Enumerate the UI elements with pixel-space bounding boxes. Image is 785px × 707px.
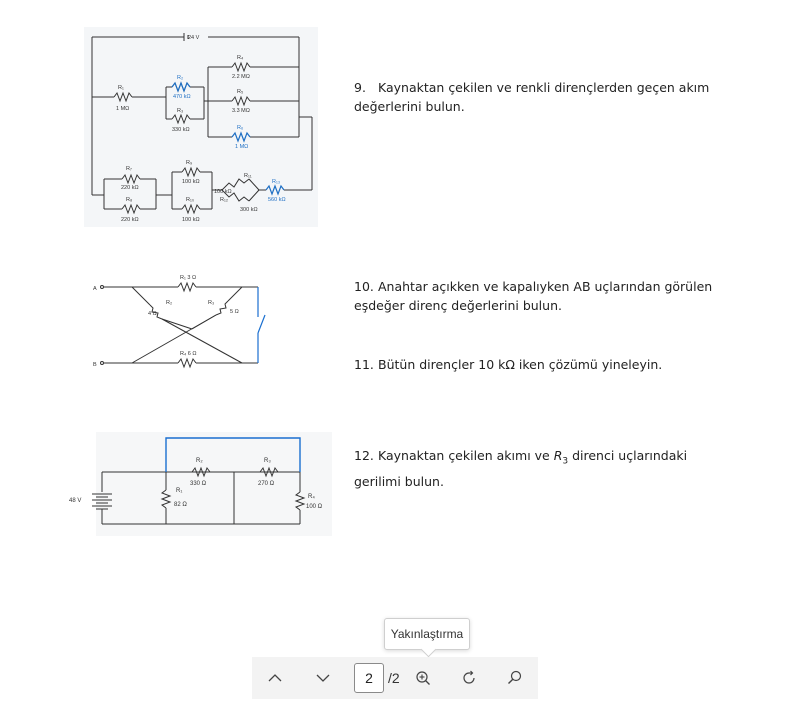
rotate-icon bbox=[460, 669, 478, 687]
r11-label: R₁₁ bbox=[244, 173, 252, 179]
question-text: Anahtar açıkken ve kapalıyken AB uçlarından görülen eşdeğer direnç değerlerini bulun. bbox=[354, 279, 713, 313]
rotate-button[interactable] bbox=[452, 661, 486, 695]
r13-label: R₁₃ bbox=[272, 179, 281, 185]
r9-label: R₉ bbox=[186, 160, 193, 166]
search-button[interactable] bbox=[498, 661, 532, 695]
r1-value: 1 MΩ bbox=[116, 106, 130, 112]
question-12 bbox=[354, 446, 714, 491]
question-9 bbox=[354, 78, 714, 116]
chevron-down-icon bbox=[314, 669, 332, 687]
r3-value: 270 Ω bbox=[258, 481, 275, 487]
r12-label: R₁₂ bbox=[220, 197, 228, 203]
r8-value: 220 kΩ bbox=[121, 217, 139, 223]
r4-label: R₄ bbox=[237, 55, 244, 61]
r10-value: 100 kΩ bbox=[182, 217, 200, 223]
question-number: 9. bbox=[354, 80, 366, 95]
r5-label: R₅ bbox=[237, 89, 244, 95]
question-11 bbox=[354, 355, 714, 374]
r2-value: 470 kΩ bbox=[173, 94, 191, 100]
r6-label: R₆ bbox=[237, 125, 244, 131]
r3-value: 5 Ω bbox=[230, 309, 239, 315]
r3-label: R₃ bbox=[264, 458, 271, 464]
r8-label: R₈ bbox=[126, 197, 133, 203]
r2-label: R₂ bbox=[196, 458, 203, 464]
circuit-figure-3 bbox=[68, 432, 332, 536]
r1-label: R₁ bbox=[118, 85, 124, 91]
r7-label: R₇ bbox=[126, 166, 132, 172]
question-number: 11. bbox=[354, 357, 374, 372]
page-number-input[interactable] bbox=[354, 663, 384, 693]
source-label: 24 V bbox=[188, 35, 200, 41]
chevron-up-icon bbox=[266, 669, 284, 687]
r3-label: R₃ bbox=[177, 108, 184, 114]
r1-label: R₁ 3 Ω bbox=[180, 275, 197, 281]
r13-value: 560 kΩ bbox=[268, 197, 286, 203]
r1-label: R₁ bbox=[176, 488, 183, 494]
terminal-a-label: A bbox=[93, 286, 97, 292]
r11-value: 100 kΩ bbox=[214, 189, 232, 195]
r3-value: 330 kΩ bbox=[172, 127, 190, 133]
r4-value: 100 Ω bbox=[306, 504, 323, 510]
r6-value: 1 MΩ bbox=[235, 144, 249, 150]
r9-value: 100 kΩ bbox=[182, 179, 200, 185]
search-icon bbox=[506, 669, 524, 687]
r10-label: R₁₀ bbox=[186, 197, 195, 203]
zoom-tooltip: Yakınlaştırma bbox=[384, 618, 470, 650]
question-number: 10. bbox=[354, 279, 374, 294]
circuit-figure-2 bbox=[92, 271, 272, 375]
zoom-in-button[interactable] bbox=[406, 661, 440, 695]
r4-value: 2.2 MΩ bbox=[232, 74, 250, 80]
circuit-figure-1 bbox=[84, 27, 318, 227]
pdf-toolbar bbox=[252, 657, 538, 699]
r7-value: 220 kΩ bbox=[121, 185, 139, 191]
question-text: Kaynaktan çekilen ve renkli dirençlerden geçen akım değerlerini bulun. bbox=[354, 80, 710, 114]
question-10 bbox=[354, 277, 714, 315]
page-total: /2 bbox=[388, 670, 400, 686]
r2-label: R₂ bbox=[177, 75, 184, 81]
r2-value: 330 Ω bbox=[190, 481, 207, 487]
r1-value: 82 Ω bbox=[174, 502, 187, 508]
previous-page-button[interactable] bbox=[258, 661, 292, 695]
question-number: 12. bbox=[354, 448, 374, 463]
r2-label: R₂ bbox=[166, 300, 173, 306]
zoom-in-icon bbox=[414, 669, 432, 687]
r12-value: 300 kΩ bbox=[240, 207, 258, 213]
r4-label: R₄ 6 Ω bbox=[180, 351, 197, 357]
next-page-button[interactable] bbox=[306, 661, 340, 695]
question-text: Kaynaktan çekilen akımı ve $R_3$ direnci uçlarındaki gerilimi bulun. bbox=[354, 448, 688, 489]
question-text: Bütün dirençler 10 kΩ iken çözümü yineleyin. bbox=[378, 357, 663, 372]
r5-value: 3.3 MΩ bbox=[232, 108, 250, 114]
source-label: 48 V bbox=[69, 498, 82, 504]
terminal-b-label: B bbox=[93, 362, 97, 368]
r3-label: R₃ bbox=[208, 300, 215, 306]
r2-value: 4 Ω bbox=[148, 311, 157, 317]
r4-label: R₄ bbox=[308, 494, 315, 500]
